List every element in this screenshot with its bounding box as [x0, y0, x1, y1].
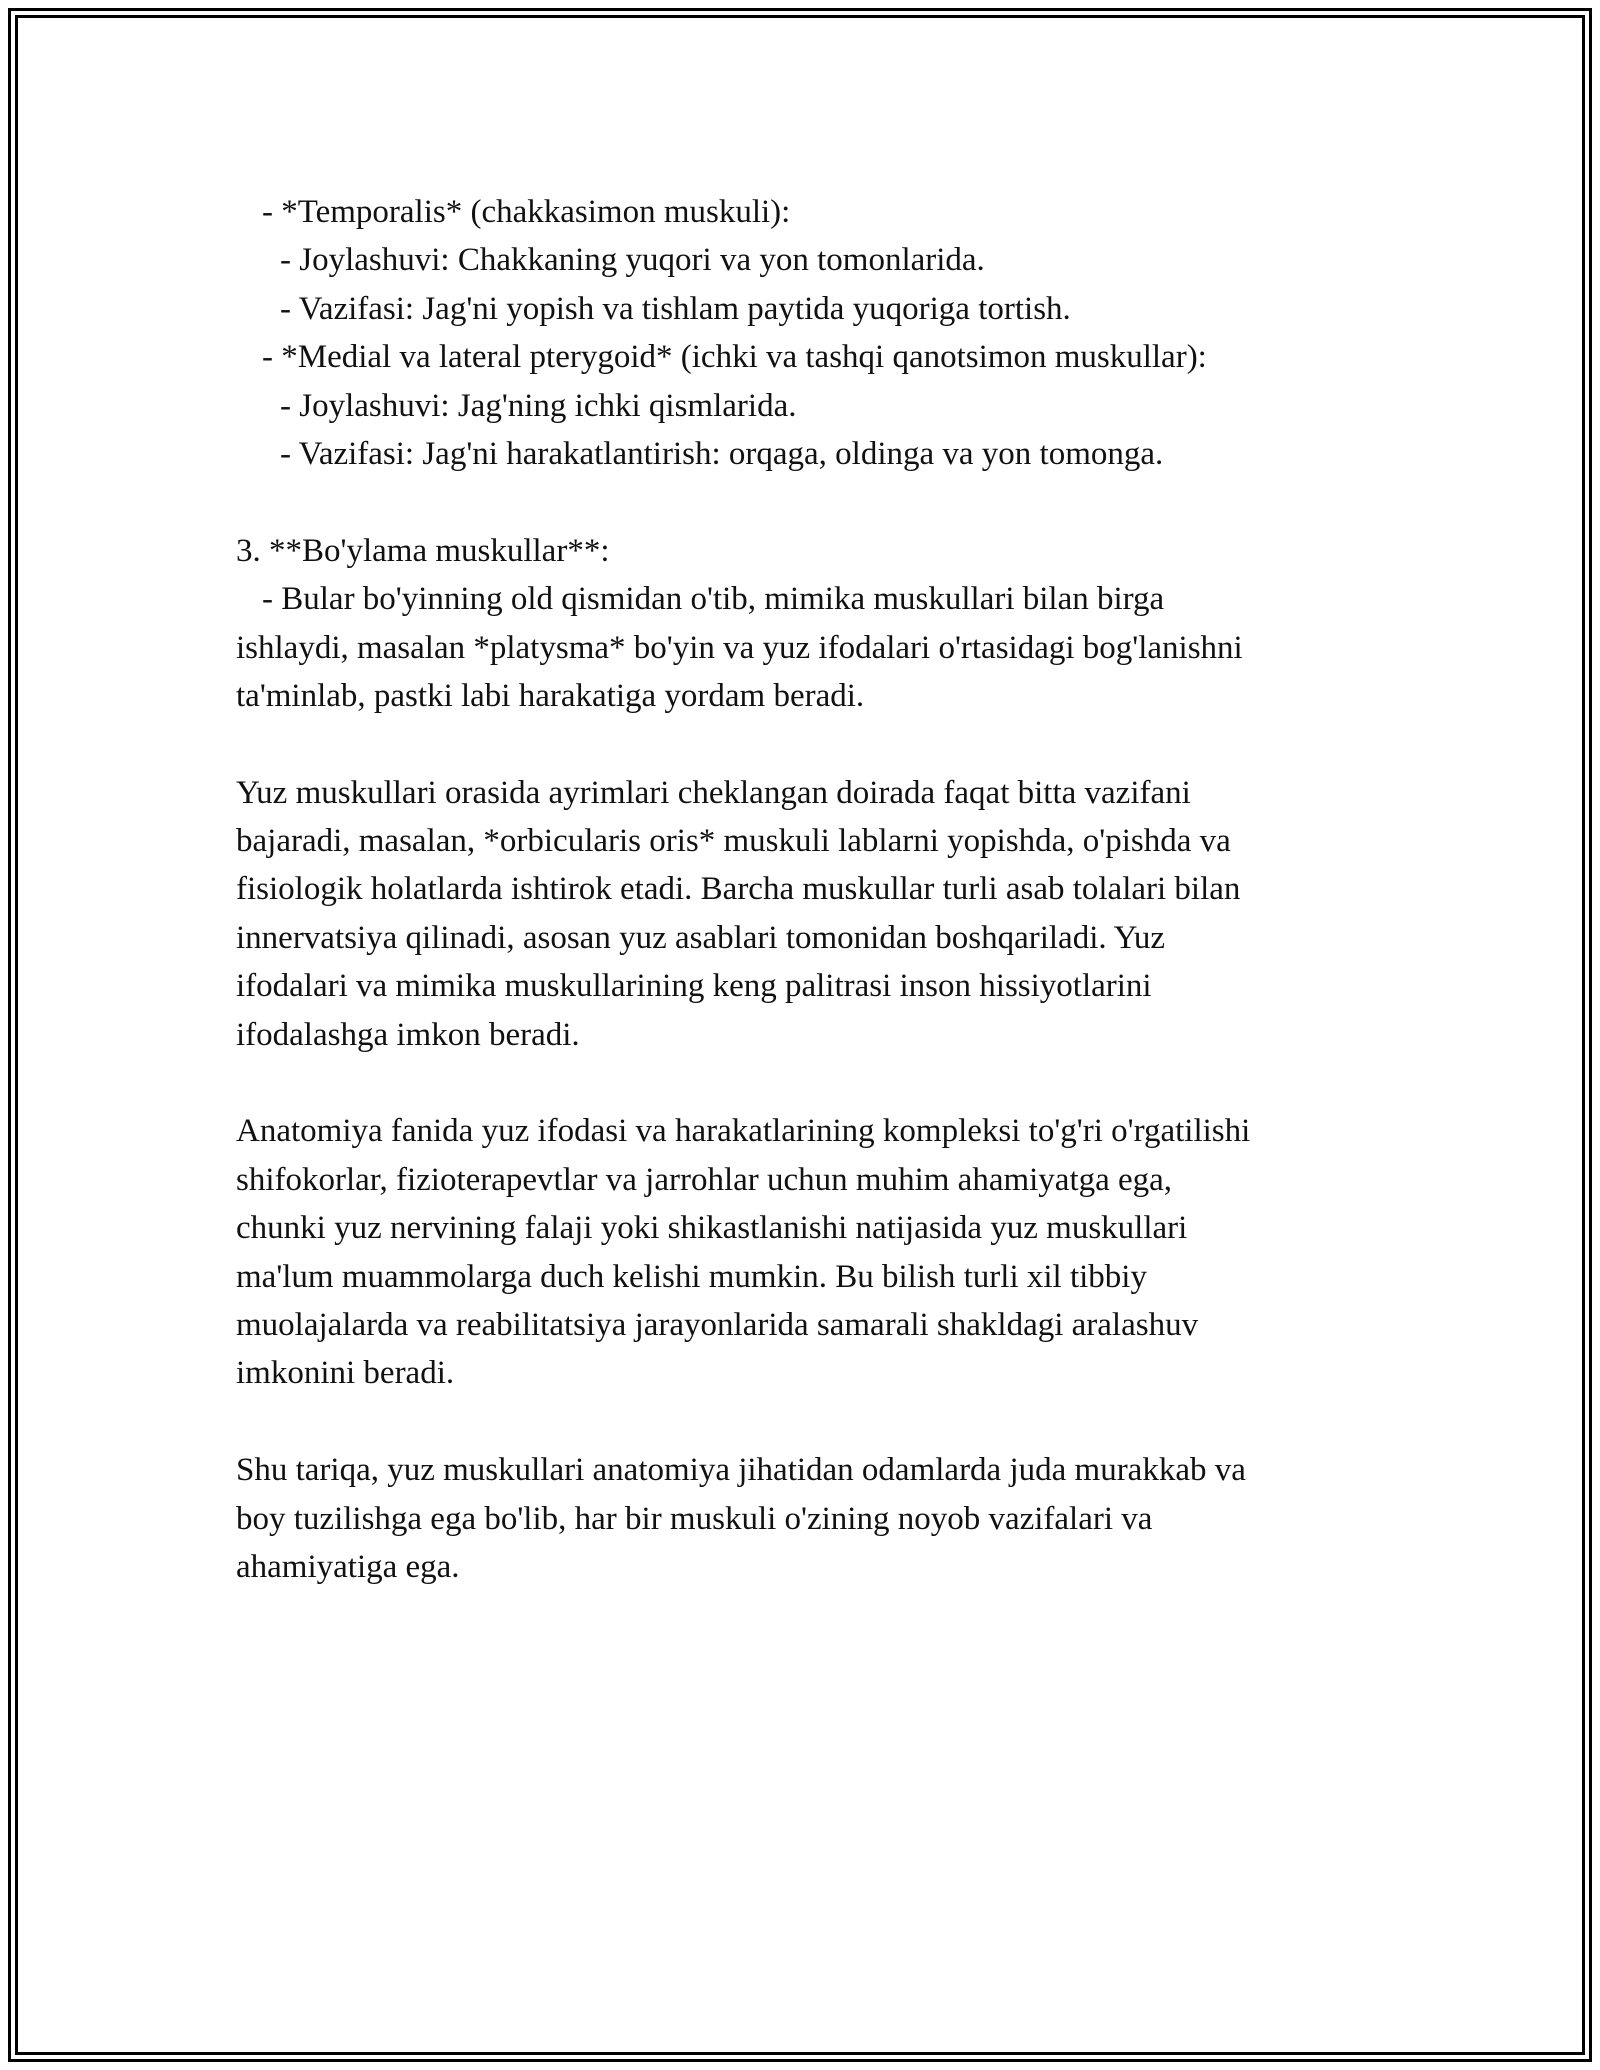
- list-item-pterygoid: - *Medial va lateral pterygoid* (ichki va tashqi qanotsimon muskullar):: [262, 339, 1207, 376]
- section-text-line: ishlaydi, masalan *platysma* bo'yin va yuz ifodalari o'rtasidagi bog'lanishni: [236, 629, 1243, 666]
- list-subitem-function: - Vazifasi: Jag'ni yopish va tishlam paytida yuqoriga tortish.: [280, 290, 1071, 327]
- paragraph-spacer: [236, 478, 1376, 526]
- list-item-temporalis: - *Temporalis* (chakkasimon muskuli):: [262, 194, 791, 230]
- paragraph-line: ifodalari va mimika muskullarining keng palitrasi inson hissiyotlarini: [236, 968, 1152, 1005]
- list-subitem-location: - Joylashuvi: Jag'ning ichki qismlarida.: [280, 387, 797, 424]
- paragraph-line: Yuz muskullari orasida ayrimlari cheklangan doirada faqat bitta vazifani: [236, 774, 1191, 811]
- document-body: [236, 188, 1376, 1591]
- paragraph-line: bajaradi, masalan, *orbicularis oris* muskuli lablarni yopishda, o'pishda va: [236, 823, 1231, 860]
- paragraph-line: ifodalashga imkon beradi.: [236, 1016, 580, 1053]
- section-3: [236, 527, 1376, 721]
- paragraph-line: shifokorlar, fizioterapevtlar va jarrohlar uchun muhim ahamiyatga ega,: [236, 1161, 1173, 1198]
- paragraph-line: Shu tariqa, yuz muskullari anatomiya jihatidan odamlarda juda murakkab va: [236, 1452, 1246, 1489]
- paragraph-line: innervatsiya qilinadi, asosan yuz asablari tomonidan boshqariladi. Yuz: [236, 919, 1165, 956]
- paragraph-spacer: [236, 1059, 1376, 1107]
- paragraph-line: boy tuzilishga ega bo'lib, har bir muskuli o'zining noyob vazifalari va: [236, 1500, 1153, 1537]
- paragraph-line: ahamiyatiga ega.: [236, 1548, 460, 1585]
- paragraph-conclusion: [236, 1446, 1376, 1591]
- paragraph-spacer: [236, 1398, 1376, 1446]
- list-subitem-function: - Vazifasi: Jag'ni harakatlantirish: orqaga, oldinga va yon tomonga.: [280, 435, 1164, 472]
- paragraph-facial-muscles: [236, 769, 1376, 1059]
- section-heading: 3. **Bo'ylama muskullar**:: [236, 532, 610, 569]
- section-text-line: ta'minlab, pastki labi harakatiga yordam beradi.: [236, 677, 865, 714]
- section-text-line: - Bular bo'yinning old qismidan o'tib, mimika muskullari bilan birga: [262, 581, 1165, 618]
- paragraph-spacer: [236, 720, 1376, 768]
- paragraph-anatomy: [236, 1107, 1376, 1397]
- paragraph-line: chunki yuz nervining falaji yoki shikastlanishi natijasida yuz muskullari: [236, 1210, 1188, 1247]
- paragraph-line: Anatomiya fanida yuz ifodasi va harakatlarining kompleksi to'g'ri o'rgatilishi: [236, 1113, 1251, 1150]
- list-subitem-location: - Joylashuvi: Chakkaning yuqori va yon tomonlarida.: [280, 242, 985, 279]
- paragraph-line: fisiologik holatlarda ishtirok etadi. Barcha muskullar turli asab tolalari bilan: [236, 871, 1241, 908]
- paragraph-line: imkonini beradi.: [236, 1355, 455, 1392]
- muscle-list-block: [236, 188, 1376, 478]
- paragraph-line: muolajalarda va reabilitatsiya jarayonlarida samarali shakldagi aralashuv: [236, 1306, 1199, 1343]
- paragraph-line: ma'lum muammolarga duch kelishi mumkin. Bu bilish turli xil tibbiy: [236, 1258, 1147, 1295]
